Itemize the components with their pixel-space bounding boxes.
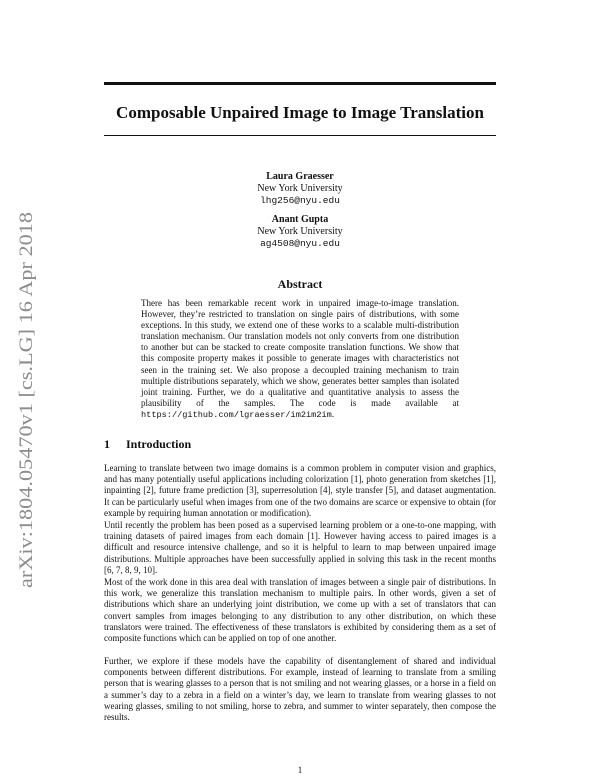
abstract-text: There has been remarkable recent work in unpaired image-to-image translation. However, they’re restricted to translation on single pairs of distributions, with some exceptions. In this study, we extend one of these works to a scalable multi-distribution translation mechanism. Our translation models not only converts from one distribution to another but can be stacked to create composite translation functions. We show that this composite property makes it possible to generate images with characteristics not seen in the training set. We also propose a decoupled training mechanism to train multiple distributions separately, which we show, generates better samples than isolated joint training. Further, we do a qualitative and quantitative analysis to assess the plausibility of the samples. The code is made available at — [141, 298, 459, 408]
intro-paragraph: Until recently the problem has been posed as a supervised learning problem or a one-to-one mapping, with training datasets of paired images from each domain [1]. However having access to paired images is a difficult and resource intensive challenge, and so it is helpful to learn to map between unpaired image distributions. Multiple approaches have been successfully applied in solving this task in the recent months [6, 7, 8, 9, 10]. — [104, 520, 496, 575]
page-number: 1 — [297, 765, 303, 775]
code-url-link[interactable]: https://github.com/lgraesser/im2im2im — [141, 409, 332, 420]
author-block — [104, 214, 496, 250]
author-block — [104, 171, 496, 207]
abstract-heading: Abstract — [277, 277, 323, 291]
author-email: ag4508@nyu.edu — [260, 238, 340, 249]
abstract-body — [141, 298, 459, 421]
intro-paragraph: Learning to translate between two image domains is a common problem in computer vision and graphics, and has many potentially useful applications including colorization [1], photo generation from sketches [1], inpainting [2], future frame prediction [3], superresolution [4], style transfer [5], and dataset augmentation. It can be particularly useful when images from one of the two domains are scarce or expensive to obtain (for example by requiring human annotation or modification). — [104, 463, 496, 518]
author-name: Laura Graesser — [266, 171, 334, 182]
author-email: lhg256@nyu.edu — [260, 195, 340, 206]
section-title: Introduction — [126, 437, 192, 451]
section-number: 1 — [104, 437, 110, 451]
title-rule-top — [104, 82, 496, 85]
section-heading — [104, 437, 191, 452]
arxiv-stamp-text: arXiv:1804.05470v1 [cs.LG] 16 Apr 2018 — [16, 267, 37, 588]
paper-title: Composable Unpaired Image to Image Translation — [116, 103, 484, 122]
intro-paragraph: Further, we explore if these models have the capability of disentanglement of shared and individual components between different distributions. For example, instead of learning to translate from a smiling person that is wearing glasses to a person that is not smiling and not wearing glasses, or a horse in a field on a summer’s day to a zebra in a field on a winter’s day, we learn to translate from wearing glasses to not wearing glasses, smiling to not smiling, horse to zebra, and summer to winter separately, then compose the results. — [104, 656, 496, 723]
arxiv-stamp — [4, 210, 48, 588]
abstract-end: . — [331, 408, 335, 419]
intro-paragraph: Most of the work done in this area deal with translation of images between a single pair of distributions. In this work, we generalize this translation mechanism to multiple pairs. In other words, given a set of distributions which share an underlying joint distribution, we come up with a set of translators that can convert samples from images belonging to any distribution to any other distribution, on which these translators were trained. The effectiveness of these translators is exhibited by considering them as a set of composite functions which can be applied on top of one another. — [104, 577, 496, 644]
author-affiliation: New York University — [257, 183, 343, 194]
title-rule-bottom — [104, 135, 496, 136]
author-affiliation: New York University — [257, 226, 343, 237]
author-name: Anant Gupta — [271, 214, 329, 225]
